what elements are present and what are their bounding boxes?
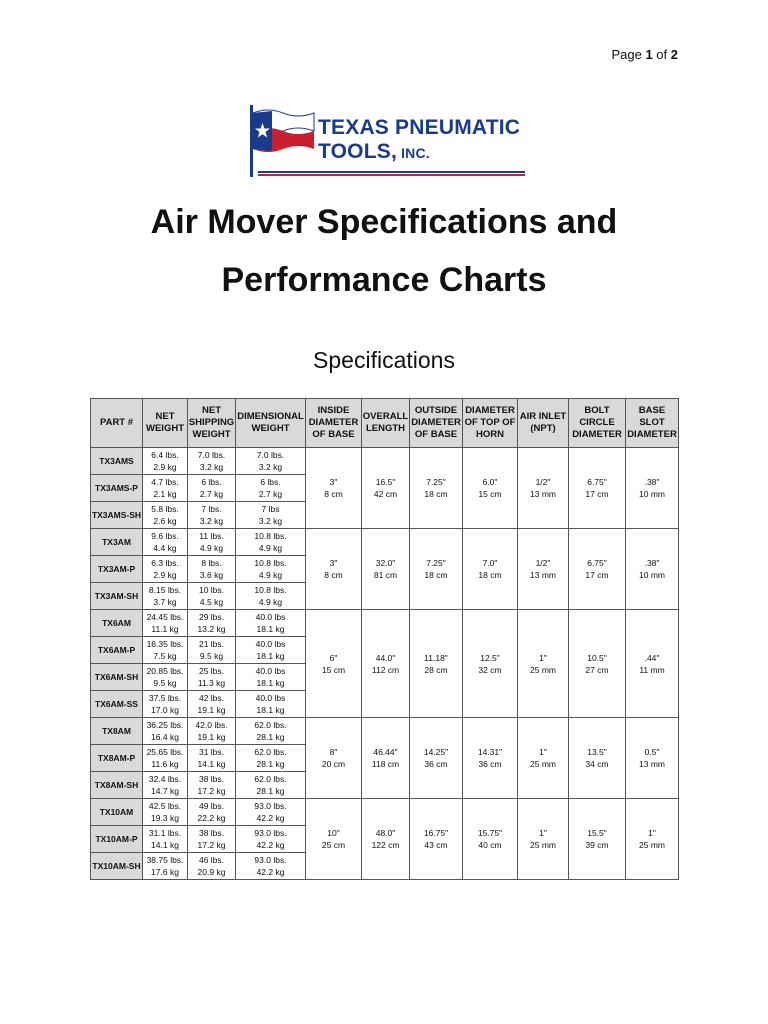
net-weight-cell: 16.35 lbs. 7.5 kg [143, 637, 188, 664]
shipping-weight-cell: 42.0 lbs. 19.1 kg [188, 718, 236, 745]
dimensional-weight-cell: 40.0 lbs 18.1 kg [236, 691, 306, 718]
shared-spec-cell: 14.25" 36 cm [410, 718, 463, 799]
table-row [91, 448, 679, 475]
dimensional-weight-cell: 6 lbs. 2.7 kg [236, 475, 306, 502]
part-number-cell: TX3AMS-SH [91, 502, 143, 529]
net-weight-cell: 37.5 lbs. 17.0 kg [143, 691, 188, 718]
shared-spec-cell: .38" 10 mm [626, 448, 679, 529]
dimensional-weight-cell: 7 lbs 3.2 kg [236, 502, 306, 529]
shipping-weight-cell: 38 lbs. 17.2 kg [188, 826, 236, 853]
shared-spec-cell: 11.18" 28 cm [410, 610, 463, 718]
net-weight-cell: 5.8 lbs. 2.6 kg [143, 502, 188, 529]
shipping-weight-cell: 42 lbs. 19.1 kg [188, 691, 236, 718]
shared-spec-cell: 7.25" 18 cm [410, 529, 463, 610]
texas-flag-icon [248, 105, 318, 177]
shared-spec-cell: 46.44" 118 cm [362, 718, 410, 799]
shared-spec-cell: .44" 11 mm [626, 610, 679, 718]
part-number-cell: TX8AM [91, 718, 143, 745]
shared-spec-cell: 16.5" 42 cm [362, 448, 410, 529]
shared-spec-cell: 3" 8 cm [306, 448, 362, 529]
shared-spec-cell: 32.0" 81 cm [362, 529, 410, 610]
shared-spec-cell: 13.5" 34 cm [569, 718, 626, 799]
table-row [91, 799, 679, 826]
table-header-row [91, 399, 679, 448]
dimensional-weight-cell: 10.8 lbs. 4.9 kg [236, 556, 306, 583]
dimensional-weight-cell: 93.0 lbs. 42.2 kg [236, 853, 306, 880]
section-heading: Specifications [313, 347, 455, 373]
column-header: DIAMETER OF TOP OF HORN [463, 399, 518, 448]
net-weight-cell: 36.25 lbs. 16.4 kg [143, 718, 188, 745]
net-weight-cell: 32.4 lbs. 14.7 kg [143, 772, 188, 799]
dimensional-weight-cell: 62.0 lbs. 28.1 kg [236, 772, 306, 799]
net-weight-cell: 8.15 lbs. 3.7 kg [143, 583, 188, 610]
part-number-cell: TX8AM-SH [91, 772, 143, 799]
net-weight-cell: 38.75 lbs. 17.6 kg [143, 853, 188, 880]
shipping-weight-cell: 6 lbs. 2.7 kg [188, 475, 236, 502]
shared-spec-cell: 1" 25 mm [518, 610, 569, 718]
net-weight-cell: 4.7 lbs. 2.1 kg [143, 475, 188, 502]
shared-spec-cell: 1" 25 mm [518, 799, 569, 880]
shared-spec-cell: 1/2" 13 mm [518, 529, 569, 610]
column-header: BASE SLOT DIAMETER [626, 399, 679, 448]
net-weight-cell: 24.45 lbs. 11.1 kg [143, 610, 188, 637]
page-title: Air Mover Specifications and Performance Charts [150, 203, 618, 299]
net-weight-cell: 25.65 lbs. 11.6 kg [143, 745, 188, 772]
part-number-cell: TX6AM-SS [91, 691, 143, 718]
part-number-cell: TX10AM [91, 799, 143, 826]
shared-spec-cell: 44.0" 112 cm [362, 610, 410, 718]
page-number: Page 1 of 2 [611, 47, 678, 62]
shipping-weight-cell: 46 lbs. 20.9 kg [188, 853, 236, 880]
specifications-table [90, 398, 679, 880]
shared-spec-cell: 6.0" 15 cm [463, 448, 518, 529]
table-row [91, 610, 679, 637]
shared-spec-cell: 6.75" 17 cm [569, 529, 626, 610]
dimensional-weight-cell: 40.0 lbs 18.1 kg [236, 610, 306, 637]
shipping-weight-cell: 10 lbs. 4.5 kg [188, 583, 236, 610]
shared-spec-cell: 6.75" 17 cm [569, 448, 626, 529]
part-number-cell: TX3AMS-P [91, 475, 143, 502]
shipping-weight-cell: 38 lbs. 17.2 kg [188, 772, 236, 799]
shipping-weight-cell: 31 lbs. 14.1 kg [188, 745, 236, 772]
shared-spec-cell: 0.5" 13 mm [626, 718, 679, 799]
logo-text-line1: TEXAS PNEUMATIC [318, 116, 521, 139]
shared-spec-cell: 14.31" 36 cm [463, 718, 518, 799]
shared-spec-cell: 10.5" 27 cm [569, 610, 626, 718]
dimensional-weight-cell: 93.0 lbs. 42.2 kg [236, 826, 306, 853]
net-weight-cell: 31.1 lbs. 14.1 kg [143, 826, 188, 853]
shared-spec-cell: .38" 10 mm [626, 529, 679, 610]
part-number-cell: TX3AM [91, 529, 143, 556]
column-header: INSIDE DIAMETER OF BASE [306, 399, 362, 448]
shared-spec-cell: 12.5" 32 cm [463, 610, 518, 718]
column-header: PART # [91, 399, 143, 448]
part-number-cell: TX6AM-SH [91, 664, 143, 691]
dimensional-weight-cell: 10.8 lbs. 4.9 kg [236, 583, 306, 610]
shared-spec-cell: 1" 25 mm [518, 718, 569, 799]
table-row [91, 529, 679, 556]
dimensional-weight-cell: 40.0 lbs 18.1 kg [236, 664, 306, 691]
net-weight-cell: 6.3 lbs. 2.9 kg [143, 556, 188, 583]
shared-spec-cell: 6" 15 cm [306, 610, 362, 718]
column-header: NET SHIPPING WEIGHT [188, 399, 236, 448]
shared-spec-cell: 15.75" 40 cm [463, 799, 518, 880]
part-number-cell: TX3AM-SH [91, 583, 143, 610]
dimensional-weight-cell: 62.0 lbs. 28.1 kg [236, 718, 306, 745]
dimensional-weight-cell: 10.8 lbs. 4.9 kg [236, 529, 306, 556]
shared-spec-cell: 3" 8 cm [306, 529, 362, 610]
net-weight-cell: 6.4 lbs. 2.9 kg [143, 448, 188, 475]
net-weight-cell: 42.5 lbs. 19.3 kg [143, 799, 188, 826]
part-number-cell: TX10AM-SH [91, 853, 143, 880]
net-weight-cell: 9.6 lbs. 4.4 kg [143, 529, 188, 556]
part-number-cell: TX3AMS [91, 448, 143, 475]
shipping-weight-cell: 29 lbs. 13.2 kg [188, 610, 236, 637]
logo-underline-red [258, 174, 525, 176]
dimensional-weight-cell: 40.0 lbs 18.1 kg [236, 637, 306, 664]
dimensional-weight-cell: 93.0 lbs. 42.2 kg [236, 799, 306, 826]
shipping-weight-cell: 21 lbs. 9.5 kg [188, 637, 236, 664]
dimensional-weight-cell: 62.0 lbs. 28.1 kg [236, 745, 306, 772]
column-header: DIMENSIONAL WEIGHT [236, 399, 306, 448]
shared-spec-cell: 7.0" 18 cm [463, 529, 518, 610]
shared-spec-cell: 1" 25 mm [626, 799, 679, 880]
shared-spec-cell: 1/2" 13 mm [518, 448, 569, 529]
logo-underline-blue [258, 171, 525, 173]
shipping-weight-cell: 7.0 lbs. 3.2 kg [188, 448, 236, 475]
part-number-cell: TX3AM-P [91, 556, 143, 583]
table-row [91, 718, 679, 745]
company-logo [248, 105, 528, 180]
shared-spec-cell: 8" 20 cm [306, 718, 362, 799]
column-header: AIR INLET (NPT) [518, 399, 569, 448]
net-weight-cell: 20.85 lbs. 9.5 kg [143, 664, 188, 691]
column-header: OVERALL LENGTH [362, 399, 410, 448]
part-number-cell: TX8AM-P [91, 745, 143, 772]
shared-spec-cell: 48.0" 122 cm [362, 799, 410, 880]
shipping-weight-cell: 11 lbs. 4.9 kg [188, 529, 236, 556]
shared-spec-cell: 16.75" 43 cm [410, 799, 463, 880]
shared-spec-cell: 10" 25 cm [306, 799, 362, 880]
part-number-cell: TX10AM-P [91, 826, 143, 853]
shared-spec-cell: 7.25" 18 cm [410, 448, 463, 529]
dimensional-weight-cell: 7.0 lbs. 3.2 kg [236, 448, 306, 475]
logo-text-line2: TOOLS, INC. [318, 140, 430, 163]
shipping-weight-cell: 25 lbs. 11.3 kg [188, 664, 236, 691]
shared-spec-cell: 15.5" 39 cm [569, 799, 626, 880]
shipping-weight-cell: 49 lbs. 22.2 kg [188, 799, 236, 826]
column-header: OUTSIDE DIAMETER OF BASE [410, 399, 463, 448]
column-header: BOLT CIRCLE DIAMETER [569, 399, 626, 448]
part-number-cell: TX6AM-P [91, 637, 143, 664]
shipping-weight-cell: 8 lbs. 3.6 kg [188, 556, 236, 583]
part-number-cell: TX6AM [91, 610, 143, 637]
shipping-weight-cell: 7 lbs. 3.2 kg [188, 502, 236, 529]
column-header: NET WEIGHT [143, 399, 188, 448]
